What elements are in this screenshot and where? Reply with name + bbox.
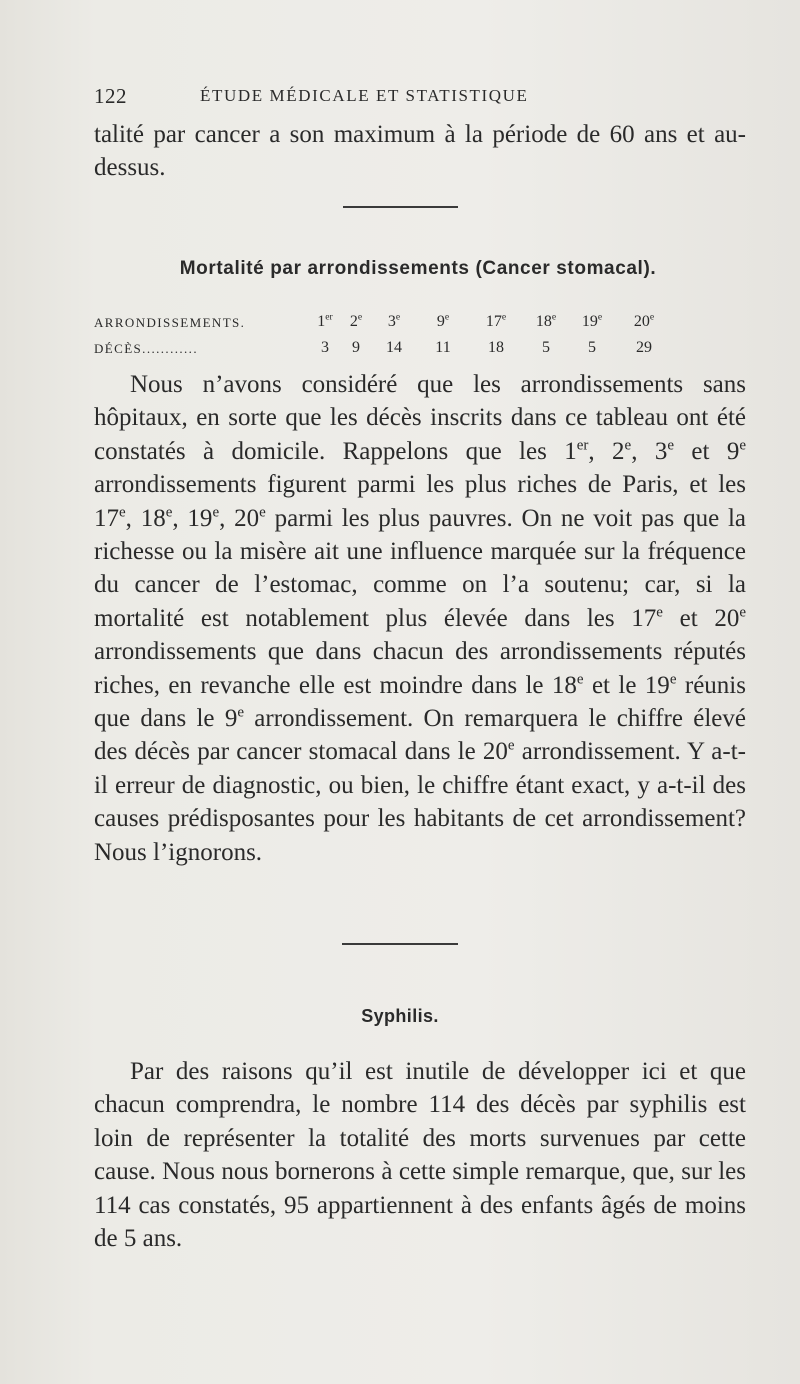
table-cell-deces: 29 — [636, 339, 652, 356]
page-number: 122 — [94, 84, 127, 108]
page-header — [94, 84, 734, 114]
row-label-deces: DÉCÈS............ — [94, 341, 198, 356]
table-cell-deces: 11 — [435, 339, 451, 356]
table-row-deces — [94, 339, 774, 363]
table-cell-deces: 3 — [321, 339, 329, 356]
table-row-arrondissements — [94, 313, 774, 337]
table-cell-deces: 5 — [588, 339, 596, 356]
table-cell-arrondissement: 20e — [633, 311, 655, 330]
table-cell-arrondissement: 1er — [317, 311, 333, 330]
intro-line-1: talité par cancer a son maximum à la période de 60 ans et au- — [94, 121, 746, 148]
table-cell-arrondissement: 2e — [349, 311, 363, 330]
table-cell-arrondissement: 18e — [535, 311, 557, 330]
table-cell-arrondissement: 19e — [581, 311, 603, 330]
section-divider — [343, 206, 458, 208]
intro-paragraph — [94, 118, 746, 185]
table-cell-deces: 14 — [386, 339, 402, 356]
table-cell-arrondissement: 17e — [485, 311, 507, 330]
table-cell-deces: 5 — [542, 339, 550, 356]
table-cell-arrondissement: 9e — [436, 311, 450, 330]
row-label-arrondissements: ARRONDISSEMENTS. — [94, 315, 246, 330]
table-cell-deces: 18 — [488, 339, 504, 356]
table-title: Mortalité par arrondissements (Cancer stomacal). — [179, 258, 657, 279]
section-heading: Syphilis. — [361, 1006, 439, 1026]
table-cell-arrondissement: 3e — [387, 311, 401, 330]
table-cell-deces: 9 — [352, 339, 360, 356]
section-divider — [342, 943, 458, 945]
body-paragraph: Nous n’avons considéré que les arrondissements sans hôpitaux, en sorte que les décès inscrits dans ce tableau ont été constatés à domicile. Rappelons que les 1er, 2e, 3e et 9e arrondissements figurent parmi les plus riches de Paris, et les 17e, 18e, 19e, 20e parmi les plus pauvres. On ne voit pas que la richesse ou la misère ait une influence marquée sur la fréquence du cancer de l’estomac, comme on l’a soutenu; car, si la mortalité est notablement plus élevée dans les 17e et 20e arrondissements que dans chacun des arrondissements réputés riches, en revanche elle est moindre dans le 18e et le 19e réunis que dans le 9e arrondissement. On remarquera le chiffre élevé des décès par cancer stomacal dans le 20e arrondissement. Y a-t-il erreur de diagnostic, ou bien, le chiffre étant exact, y a-t-il des causes prédisposantes pour les habitants de cet arrondissement? Nous l’ignorons. — [94, 371, 747, 866]
running-head: ÉTUDE MÉDICALE ET STATISTIQUE — [200, 86, 529, 105]
intro-line-2: dessus. — [94, 154, 166, 182]
syphilis-paragraph: Par des raisons qu’il est inutile de développer ici et que chacun comprendra, le nombre 114 des décès par syphilis est loin de représenter la totalité des morts survenues par cette cause. Nous nous bornerons à cette simple remarque, que, sur les 114 cas constatés, 95 appartiennent à des enfants âgés de moins de 5 ans. — [94, 1058, 746, 1253]
